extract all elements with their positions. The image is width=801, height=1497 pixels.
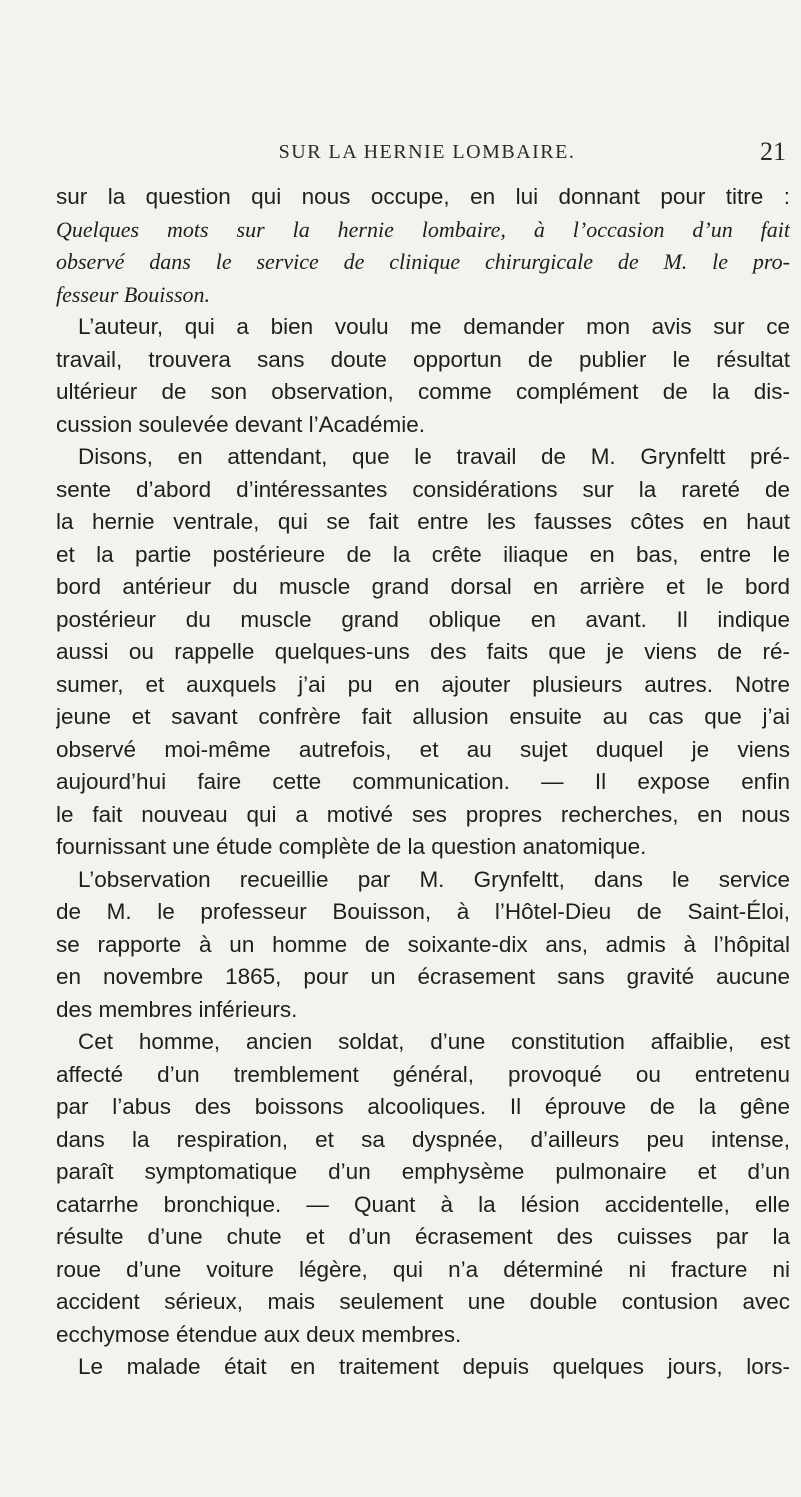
text-line: bord antérieur du muscle grand dorsal en arrière et le bord: [56, 574, 790, 599]
text-line: postérieur du muscle grand oblique en avant. Il indique: [56, 606, 790, 632]
text-line: se rapporte à un homme de soixante-dix ans, admis à l’hôpital: [56, 931, 790, 957]
text-line: fournissant une étude complète de la question anatomique.: [56, 834, 647, 859]
text-line: observé dans le service de clinique chirurgicale de M. le pro-: [56, 249, 790, 274]
text-line: aujourd’hui faire cette communication. — Il expose enfin: [56, 769, 790, 794]
text-line: paraît symptomatique d’un emphysème pulmonaire et d’un: [56, 1159, 790, 1184]
text-line: L’auteur, qui a bien voulu me demander mon avis sur ce: [78, 314, 790, 339]
text-line: dans la respiration, et sa dyspnée, d’ailleurs peu intense,: [56, 1126, 790, 1152]
text-line: Disons, en attendant, que le travail de M. Grynfeltt pré-: [78, 444, 790, 469]
text-line: accident sérieux, mais seulement une double contusion avec: [56, 1289, 790, 1314]
text-line: roue d’une voiture légère, qui n’a déterminé ni fracture ni: [56, 1256, 790, 1282]
text-line: ultérieur de son observation, comme complément de la dis-: [56, 379, 790, 404]
text-line: Quelques mots sur la hernie lombaire, à l’occasion d’un fait: [56, 216, 790, 242]
text-line: ecchymose étendue aux deux membres.: [56, 1321, 462, 1347]
text-line: aussi ou rappelle quelques-uns des faits que je viens de ré-: [56, 639, 790, 664]
text-line: fesseur Bouisson.: [56, 281, 210, 307]
text-line: Le malade était en traitement depuis quelques jours, lors-: [78, 1354, 790, 1379]
text-line: le fait nouveau qui a motivé ses propres recherches, en nous: [56, 801, 790, 827]
text-line: et la partie postérieure de la crête iliaque en bas, entre le: [56, 541, 790, 567]
text-line: la hernie ventrale, qui se fait entre les fausses côtes en haut: [56, 509, 790, 534]
text-line: L’observation recueillie par M. Grynfeltt, dans le service: [78, 866, 790, 892]
running-title: SUR LA HERNIE LOMBAIRE.: [278, 141, 576, 163]
text-line: par l’abus des boissons alcooliques. Il éprouve de la gêne: [56, 1094, 790, 1119]
body-text: [56, 181, 790, 1384]
text-line: jeune et savant confrère fait allusion ensuite au cas que j’ai: [56, 704, 790, 729]
text-line: sumer, et auxquels j’ai pu en ajouter plusieurs autres. Notre: [56, 671, 790, 697]
page-number: 21: [760, 137, 786, 166]
text-line: observé moi-même autrefois, et au sujet duquel je viens: [56, 736, 790, 762]
text-line: Cet homme, ancien soldat, d’une constitution affaiblie, est: [78, 1029, 790, 1054]
text-line: en novembre 1865, pour un écrasement sans gravité aucune: [56, 964, 790, 989]
text-line: résulte d’une chute et d’un écrasement des cuisses par la: [56, 1224, 790, 1249]
text-line: affecté d’un tremblement général, provoqué ou entretenu: [56, 1061, 790, 1087]
text-line: catarrhe bronchique. — Quant à la lésion accidentelle, elle: [56, 1191, 790, 1217]
text-line: cussion soulevée devant l’Académie.: [56, 411, 425, 437]
text-line: travail, trouvera sans doute opportun de publier le résultat: [56, 346, 790, 372]
text-line: de M. le professeur Bouisson, à l’Hôtel-Dieu de Saint-Éloi,: [56, 899, 790, 924]
text-line: des membres inférieurs.: [56, 996, 298, 1022]
running-head: [56, 132, 798, 172]
text-line: sur la question qui nous occupe, en lui donnant pour titre :: [56, 184, 790, 209]
text-line: sente d’abord d’intéressantes considérations sur la rareté de: [56, 476, 790, 502]
